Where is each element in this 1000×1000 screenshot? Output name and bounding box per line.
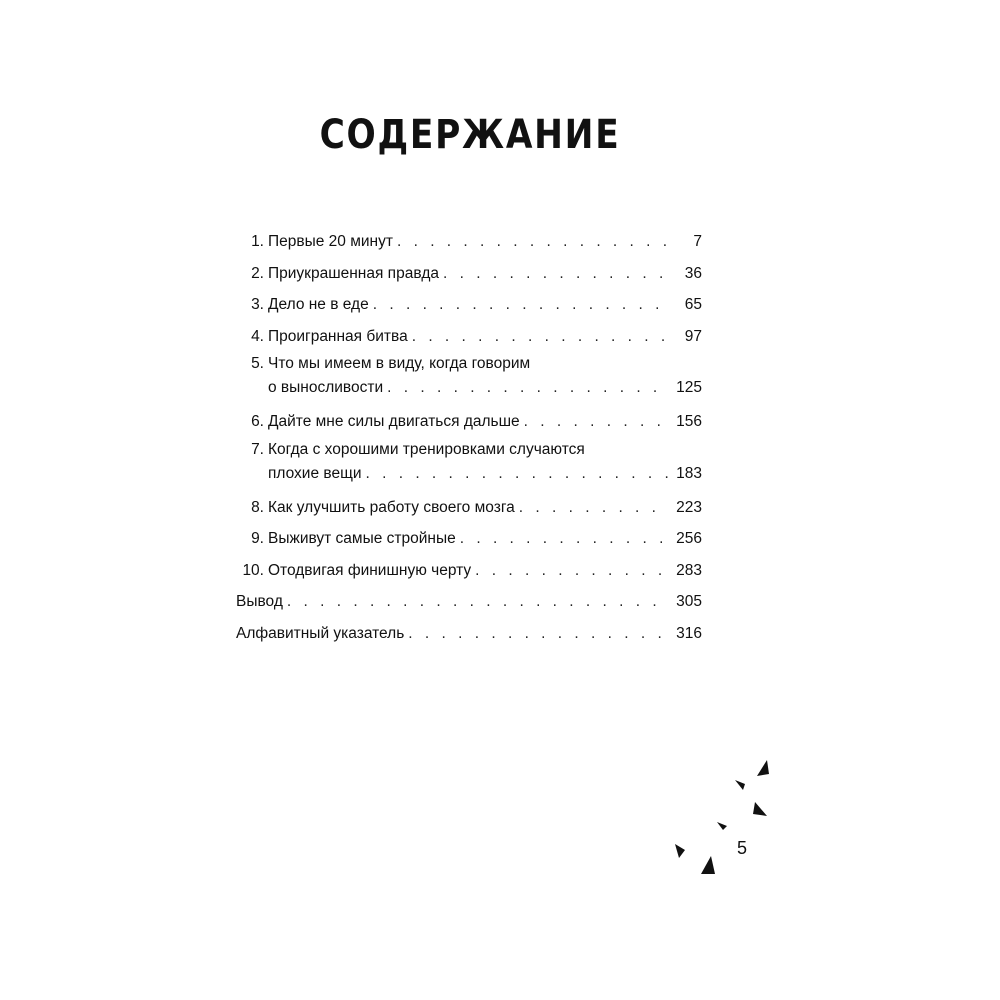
- leader-dots: [397, 226, 668, 258]
- toc-entry-number: 1.: [251, 233, 264, 250]
- toc-entry-number: 8.: [251, 498, 264, 516]
- toc-entry-page: 125: [676, 379, 702, 396]
- toc-entry-title-cont: о выносливости: [268, 379, 384, 396]
- leader-dots: [287, 586, 668, 618]
- toc-entry-title: Что мы имеем в виду, когда говорим: [268, 355, 531, 372]
- toc-entry-title: Вывод: [236, 593, 283, 610]
- toc-entry-1: [236, 226, 702, 258]
- toc-entry-number: 7.: [251, 440, 264, 458]
- toc-entry-3: [236, 289, 702, 321]
- toc-entry-9: [236, 523, 702, 555]
- toc-entry-page: 36: [684, 264, 702, 282]
- toc-entry-title: Отодвигая финишную черту: [268, 561, 472, 579]
- toc-entry-number: 4.: [251, 327, 264, 345]
- leader-dots: [373, 289, 668, 321]
- toc-entry-page: 65: [684, 296, 702, 313]
- toc-entry-page: 183: [676, 464, 702, 482]
- toc-entry-number: 6.: [251, 413, 264, 430]
- toc-entry-title: Дайте мне силы двигаться дальше: [268, 413, 520, 430]
- toc-entry-number: 9.: [251, 530, 264, 547]
- toc-entry-6: [236, 406, 702, 438]
- toc-entry-page: 316: [676, 624, 702, 642]
- toc-entry-10: [236, 555, 702, 587]
- toc-entry-title: Приукрашенная правда: [268, 264, 440, 282]
- toc-entry-page: 305: [676, 593, 702, 610]
- leader-dots: [387, 376, 668, 400]
- toc-entry-title: Дело не в еде: [268, 296, 369, 313]
- leader-dots: [408, 618, 668, 650]
- toc-entry-page: 283: [676, 561, 702, 579]
- toc-entry-page: 223: [676, 498, 702, 516]
- toc-entry-index: [236, 618, 702, 650]
- toc-entry-title: Алфавитный указатель: [236, 624, 405, 642]
- toc-entry-8: [236, 492, 702, 524]
- triangle-ornament-icon: [665, 750, 775, 890]
- leader-dots: [365, 462, 668, 486]
- leader-dots: [443, 258, 668, 290]
- toc-entry-title-cont: плохие вещи: [268, 464, 362, 482]
- toc-entry-title: Выживут самые стройные: [268, 530, 456, 547]
- leader-dots: [519, 492, 668, 524]
- toc-entry-title: Как улучшить работу своего мозга: [268, 498, 515, 516]
- toc-entry-page: 156: [676, 413, 702, 430]
- leader-dots: [412, 321, 668, 353]
- toc-entry-7: [236, 436, 702, 486]
- toc-entry-page: 97: [684, 327, 702, 345]
- leader-dots: [475, 555, 668, 587]
- toc-entry-title: Первые 20 минут: [268, 233, 393, 250]
- toc-entry-title: Проигранная битва: [268, 327, 408, 345]
- page-number: 5: [737, 838, 748, 858]
- toc-entry-number: 3.: [251, 296, 264, 313]
- toc-entry-conclusion: [236, 586, 702, 618]
- toc-entry-2: [236, 258, 702, 290]
- leader-dots: [524, 406, 668, 438]
- toc-entry-number: 5.: [251, 355, 264, 372]
- toc-entry-number: 2.: [251, 264, 264, 282]
- toc-entry-page: 256: [676, 530, 702, 547]
- toc-entry-4: [236, 321, 702, 353]
- page-title: СОДЕРЖАНИЕ: [319, 112, 621, 158]
- table-of-contents: [236, 226, 702, 649]
- toc-entry-page: 7: [693, 233, 702, 250]
- toc-entry-number: 10.: [242, 561, 264, 579]
- leader-dots: [460, 523, 668, 555]
- toc-entry-5: [236, 350, 702, 400]
- toc-entry-title: Когда с хорошими тренировками случаются: [268, 440, 585, 458]
